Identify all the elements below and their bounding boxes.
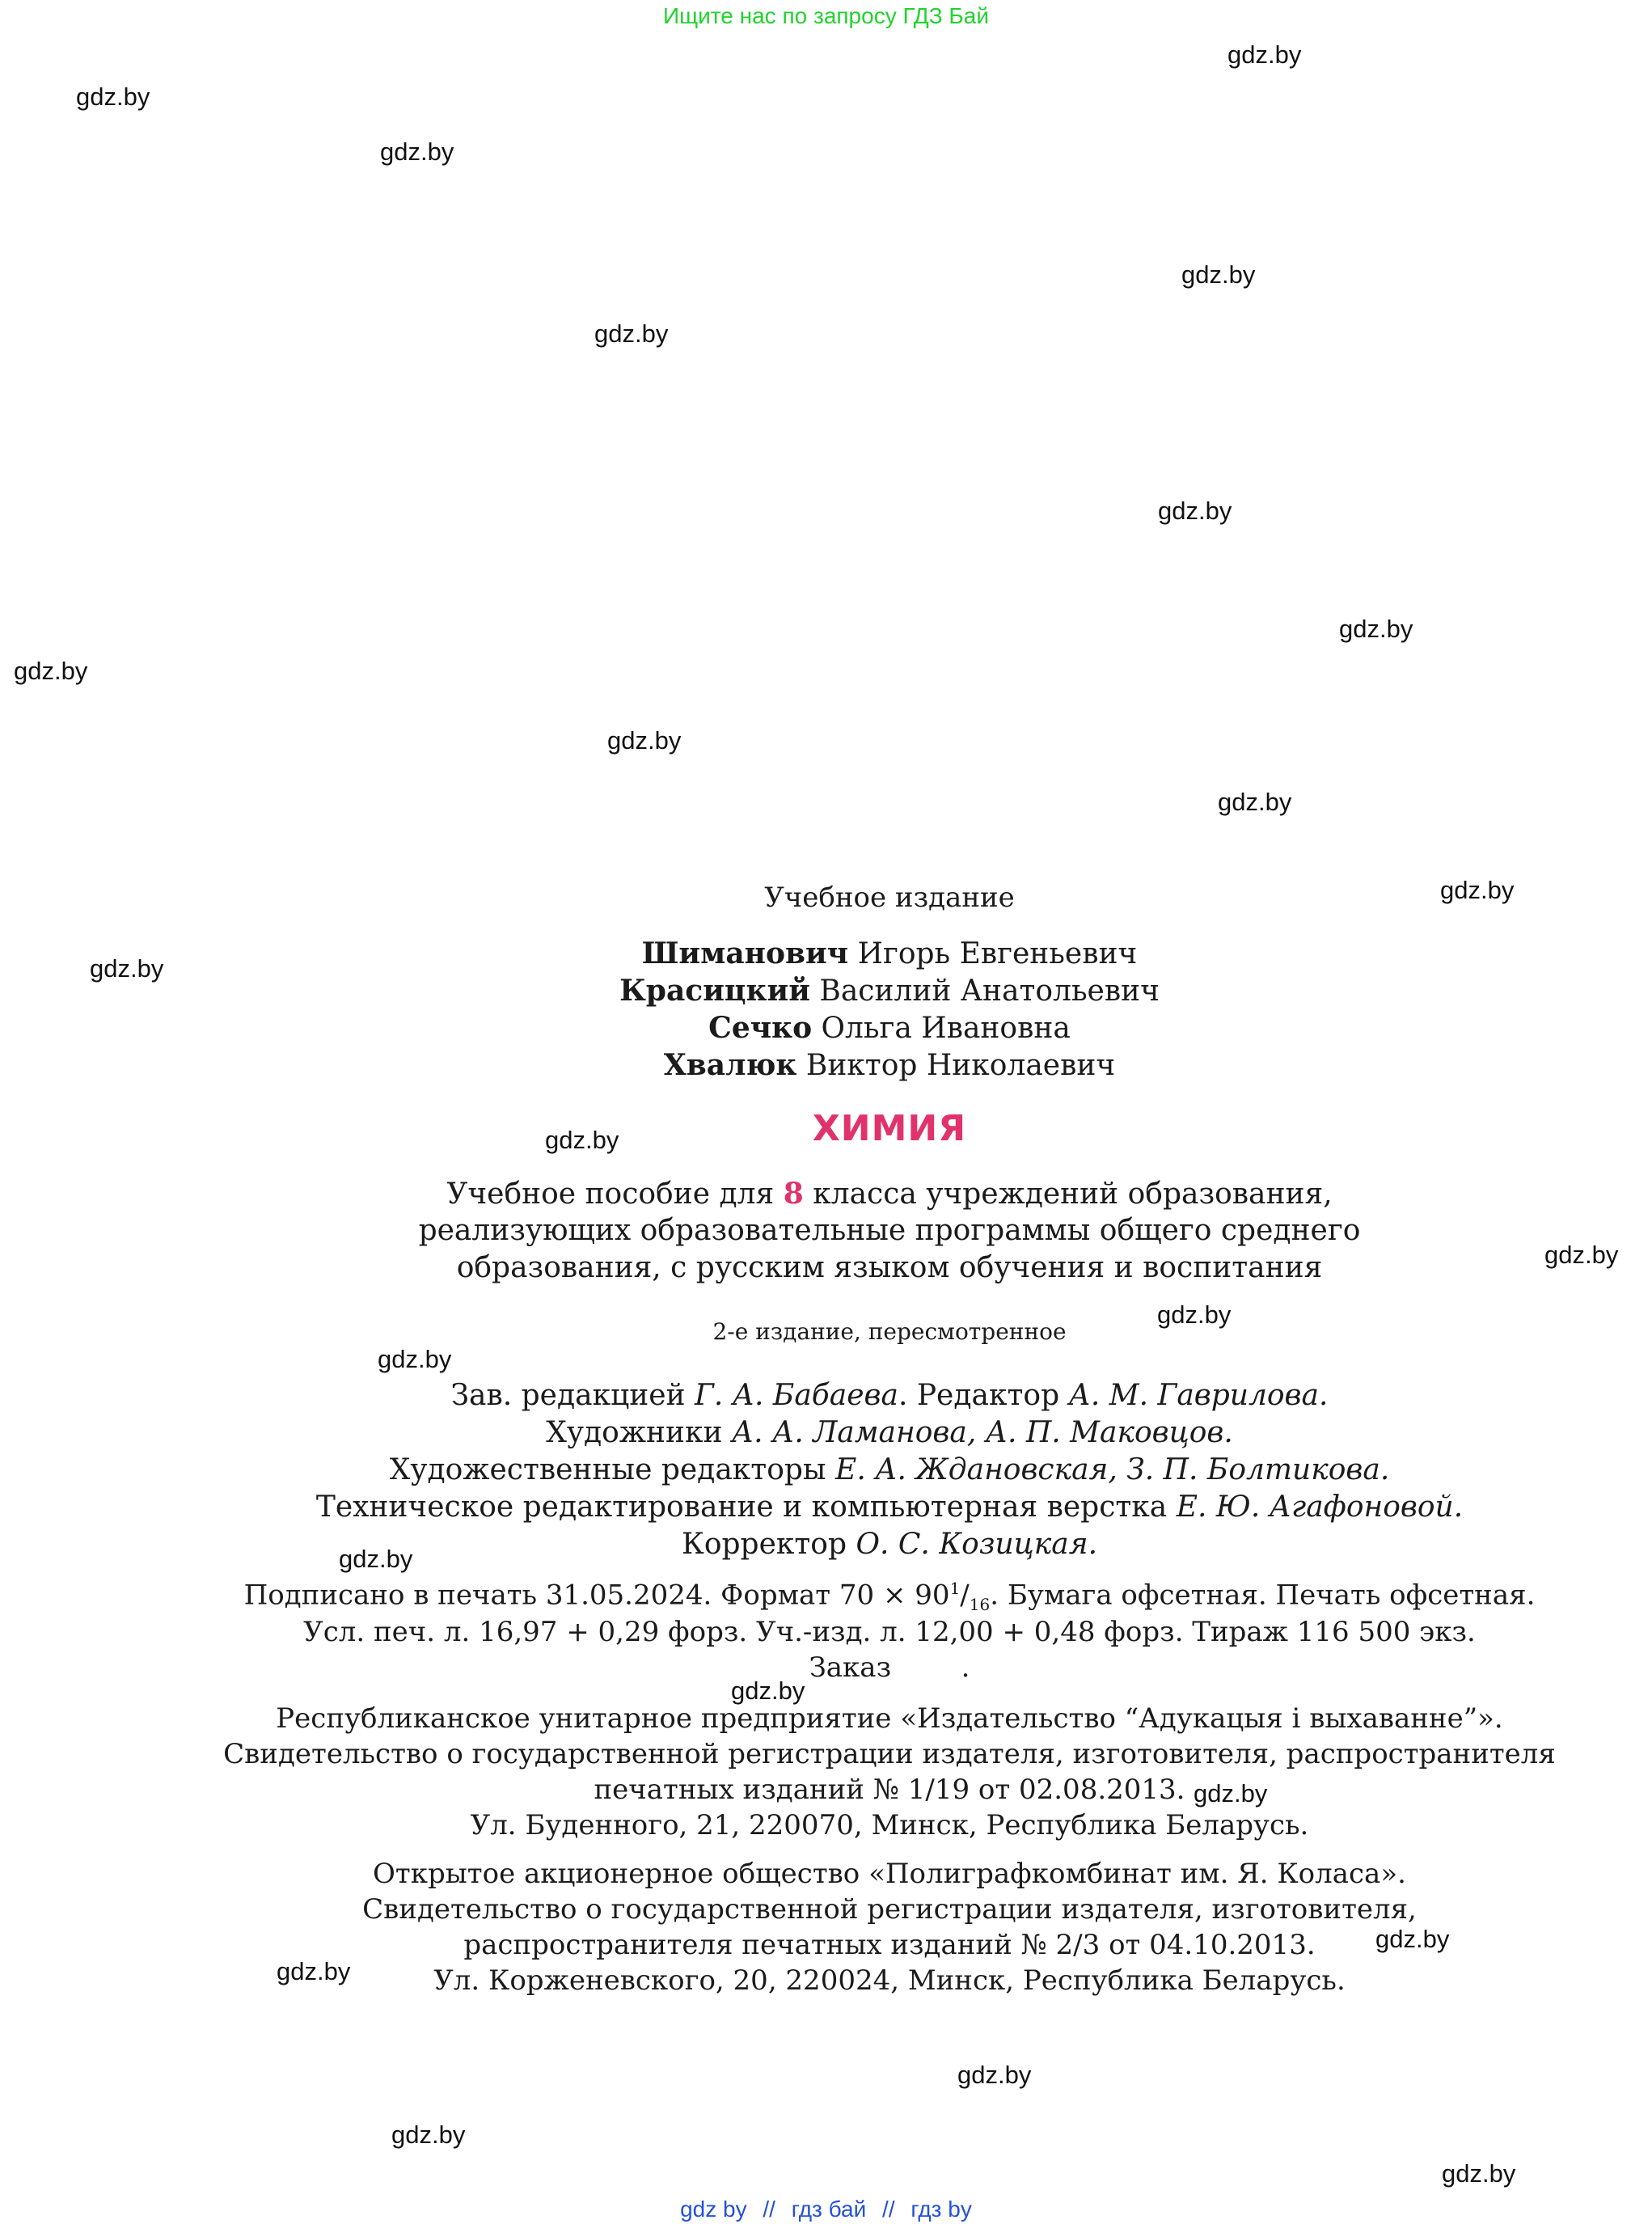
watermark: gdz.by (1544, 1241, 1619, 1269)
subtitle-text: класса учреждений образования, (813, 1178, 1333, 1211)
author-surname: Сечко (708, 1011, 813, 1045)
print-text: . Бумага офсетная. Печать офсетная. (990, 1579, 1536, 1612)
order-line: Заказ . (809, 1651, 970, 1684)
watermark: gdz.by (14, 657, 88, 685)
credit-role: Художники (546, 1416, 723, 1449)
author-name: Ольга Ивановна (821, 1012, 1071, 1045)
printer-line: Свидетельство о государственной регистрации издателя, изготовителя, (362, 1893, 1417, 1926)
author-line (0, 1048, 1652, 1082)
watermark: gdz.by (277, 1957, 351, 1985)
credit-person: Е. Ю. Агафоновой. (1176, 1490, 1464, 1524)
print-info-line: Подписано в печать 31.05.2024. Формат $70 \times 90^1/_{16}$. Бумага офсетная. Печать офсетная. (243, 1579, 1536, 1615)
top-banner-link[interactable]: Ищите нас по запросу ГДЗ Бай (662, 3, 990, 28)
watermark: gdz.by (731, 1676, 805, 1705)
credit-person: О. С. Козицкая. (856, 1528, 1098, 1561)
format-denominator: 16 (969, 1595, 991, 1615)
watermark: gdz.by (90, 954, 164, 983)
subtitle-text: Учебное пособие для (446, 1178, 775, 1211)
credits-line (0, 1528, 1652, 1561)
author-line (0, 974, 1652, 1008)
credit-role: Корректор (681, 1528, 847, 1561)
link-gdz-by-ru[interactable]: гдз by (911, 2197, 972, 2222)
watermark: gdz.by (76, 82, 150, 111)
credit-role: Зав. редакцией (450, 1379, 686, 1412)
watermark: gdz.by (957, 2061, 1032, 2089)
watermark: gdz.by (1227, 40, 1302, 69)
print-text: Подписано в печать 31.05.2024. Формат 70 × 90 (243, 1579, 950, 1612)
author-name: Василий Анатольевич (819, 975, 1160, 1008)
printer-line: распространителя печатных изданий № 2/3 от 04.10.2013. (463, 1929, 1316, 1961)
grade-number: 8 (783, 1177, 804, 1211)
print-info-line: Усл. печ. л. 16,97 + 0,29 форз. Уч.-изд. л. 12,00 + 0,48 форз. Тираж 116 500 экз. (303, 1616, 1476, 1648)
publisher-line: Ул. Буденного, 21, 220070, Минск, Республика Беларусь. (470, 1809, 1309, 1841)
publisher-line: Свидетельство о государственной регистрации издателя, изготовителя, распространителя (223, 1738, 1556, 1770)
credit-person: А. М. Гаврилова. (1068, 1379, 1329, 1412)
credit-person: Г. А. Бабаева (694, 1379, 898, 1412)
credit-role: Художественные редакторы (389, 1453, 826, 1486)
subtitle-line: реализующих образовательные программы общего среднего (418, 1214, 1361, 1247)
link-gdz-by[interactable]: gdz by (680, 2197, 747, 2222)
watermark: gdz.by (1218, 788, 1292, 816)
author-line (0, 937, 1652, 970)
watermark: gdz.by (607, 726, 682, 755)
printer-line: Открытое акционерное общество «Полиграфкомбинат им. Я. Коласа». (373, 1858, 1406, 1890)
watermark: gdz.by (339, 1545, 413, 1573)
credit-person: А. А. Ламанова, А. П. Маковцов. (731, 1416, 1233, 1449)
separator: // (763, 2197, 775, 2222)
publisher-line: печатных изданий № 1/19 от 02.08.2013. (594, 1774, 1185, 1806)
credit-person: Е. А. Ждановская, З. П. Болтикова. (835, 1453, 1390, 1486)
edition-note: 2-е издание, пересмотренное (712, 1318, 1067, 1345)
credits-line (0, 1416, 1652, 1449)
watermark: gdz.by (380, 137, 454, 166)
watermark: gdz.by (378, 1345, 452, 1373)
watermark: gdz.by (545, 1126, 619, 1154)
author-surname: Шиманович (641, 937, 849, 970)
credit-role: . Редактор (898, 1379, 1060, 1412)
subtitle-line: образования, с русским языком обучения и воспитания (456, 1251, 1323, 1284)
author-surname: Красицкий (619, 974, 810, 1008)
format-numerator: 1 (949, 1579, 961, 1598)
bottom-links (0, 2197, 1652, 2222)
author-line (0, 1011, 1652, 1045)
watermark: gdz.by (1339, 615, 1413, 643)
link-gdz-bai[interactable]: гдз бай (791, 2197, 867, 2222)
watermark: gdz.by (1375, 1925, 1450, 1953)
credits-line (0, 1379, 1652, 1412)
watermark: gdz.by (1440, 876, 1515, 904)
watermark: gdz.by (1158, 497, 1232, 525)
subtitle-line (0, 1177, 1652, 1211)
author-surname: Хвалюк (663, 1048, 797, 1082)
watermark: gdz.by (594, 319, 669, 348)
watermark: gdz.by (1194, 1779, 1268, 1808)
publisher-line: Республиканское унитарное предприятие «Издательство “Адукацыя і выхаванне”». (276, 1702, 1503, 1735)
watermark: gdz.by (1442, 2159, 1516, 2188)
author-name: Виктор Николаевич (805, 1049, 1116, 1082)
credits-line (0, 1490, 1652, 1524)
edition-type: Учебное издание (764, 882, 1015, 914)
credits-line (0, 1453, 1652, 1486)
separator: // (882, 2197, 895, 2222)
watermark: gdz.by (391, 2120, 466, 2149)
credit-role: Техническое редактирование и компьютерная верстка (315, 1490, 1168, 1524)
watermark: gdz.by (1157, 1300, 1232, 1329)
author-name: Игорь Евгеньевич (857, 937, 1138, 970)
printer-line: Ул. Корженевского, 20, 220024, Минск, Республика Беларусь. (433, 1964, 1346, 1997)
watermark: gdz.by (1181, 260, 1256, 289)
book-title: ХИМИЯ (812, 1108, 967, 1149)
